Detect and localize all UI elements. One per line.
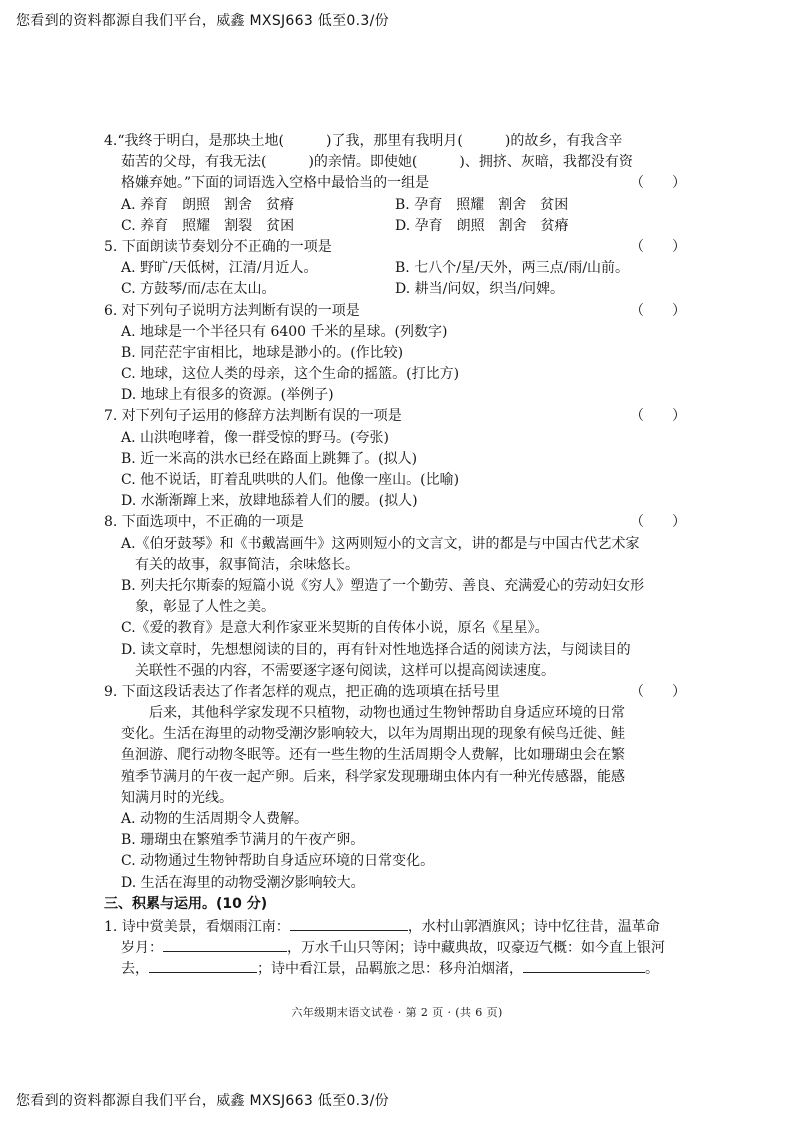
poem-fill-text: ；诗中看江景，品羁旅之思：移舟泊烟渚， [257,961,523,978]
option-a-line-2: 有关的故事，叙事简洁，余味悠长。 [135,556,359,573]
option-d: D. 生活在海里的动物受潮汐影响较大。 [121,874,365,891]
option-b: B. 同茫茫宇宙相比，地球是渺小的。(作比较) [121,344,404,361]
question-4-line-3 [104,173,690,194]
poem-fill-text: 去， [121,961,149,978]
option-a-line-1: A.《伯牙鼓琴》和《书戴嵩画牛》这两则短小的文言文，讲的都是与中国古代艺术家 [121,535,640,552]
section-3-title: 三、积累与运用。(10 分) [104,895,268,912]
poem-fill-text: 岁月： [121,940,163,957]
option-c: C. 养育 照耀 割裂 贫困 [121,217,295,234]
option-c: C.《爱的教育》是意大利作家亚米契斯的自传体小说，原名《星星》。 [121,620,549,637]
poem-fill-text: 。 [645,961,659,978]
option-d: D. 水渐渐蹿上来，放肆地舔着人们的腰。(拟人) [121,493,418,510]
section-3-question-1 [104,915,690,979]
option-c: C. 他不说话，盯着乱哄哄的人们。他像一座山。(比喻) [121,472,460,488]
passage-line-1: 后来，其他科学家发现不只植物，动物也通过生物钟帮助自身适应环境的日常 [149,705,625,722]
poem-fill-text: ，万水千山只等闲；诗中藏典故，叹豪迈气概：如今直上银河 [287,940,665,957]
option-d-line-2: 关联性不强的内容，不需要逐字逐句阅读，这样可以提高阅读速度。 [135,662,555,679]
option-b: B. 珊瑚虫在繁殖季节满月的午夜产卵。 [121,832,365,849]
poem-fill-line-3 [104,957,690,978]
question-7 [104,406,690,512]
question-6-stem [104,301,690,322]
question-4-line-2: 茹苦的父母，有我无法( )的亲情。即使她( )、拥挤、灰暗，我都没有资 [121,154,633,171]
question-7-stem [104,406,690,427]
option-a: A. 养育 朗照 割舍 贫瘠 [121,196,295,213]
watermark-banner-top: 您看到的资料都源自我们平台，威鑫 MXSJ663 低至0.3/份 [16,13,389,29]
passage-line-2: 变化。生活在海里的动物受潮汐影响较大，以年为周期出现的现象有候鸟迁徙、鲑 [121,726,625,743]
fill-blank-4[interactable] [523,957,645,973]
option-a: A. 山洪咆哮着，像一群受惊的野马。(夸张) [121,429,389,446]
page-footer: 六年级期末语文试卷 · 第 2 页 · (共 6 页) [291,1006,503,1019]
question-5-stem-text: 5. 下面朗读节奏划分不正确的一项是 [104,238,332,255]
question-8-stem-text: 8. 下面选项中，不正确的一项是 [104,514,304,531]
poem-fill-line-2 [104,936,690,957]
fill-blank-3[interactable] [149,957,257,973]
question-6-stem-text: 6. 对下列句子说明方法判断有误的一项是 [104,302,360,319]
option-d-line-1: D. 读文章时，先想想阅读的目的，再有针对性地选择合适的阅读方法，与阅读目的 [121,641,631,658]
option-c: C. 动物通过生物钟帮助自身适应环境的日常变化。 [121,853,435,870]
question-4-stem-end: 格嫌弃她。”下面的词语选入空格中最恰当的一组是 [121,175,430,192]
question-5-stem [104,237,690,258]
answer-parentheses: （ ） [630,238,686,255]
passage-line-3: 鱼洄游、爬行动物冬眠等。还有一些生物的生活周期令人费解，比如珊瑚虫会在繁 [121,747,625,764]
option-d: D. 地球上有很多的资源。(举例子) [121,387,334,404]
poem-fill-text: 1. 诗中赏美景，看烟雨江南： [104,918,290,935]
poem-fill-text: ，水村山郭酒旗风；诗中忆往昔，温革命 [407,918,660,935]
option-c: C. 方鼓琴/而/志在太山。 [121,281,276,298]
question-9 [104,682,690,894]
exam-page-content [104,131,690,979]
question-5-options-row-1 [104,258,690,279]
option-b: B. 孕育 照耀 割舍 贫困 [395,196,569,213]
question-7-stem-text: 7. 对下列句子运用的修辞方法判断有误的一项是 [104,408,402,425]
option-c: C. 地球，这位人类的母亲，这个生命的摇篮。(打比方) [121,366,460,383]
question-4-line-1: 4.“我终于明白，是那块土地( )了我，那里有我明月( )的故乡，有我含辛 [104,133,623,149]
question-4 [104,131,690,237]
passage-line-5: 知满月时的光线。 [121,789,233,806]
option-b: B. 近一米高的洪水已经在路面上跳舞了。(拟人) [121,450,418,467]
option-b-line-2: 象，彰显了人性之美。 [135,599,275,616]
question-6 [104,301,690,407]
question-8 [104,512,690,682]
option-b: B. 七八个/星/天外，两三点/雨/山前。 [395,260,630,277]
option-b-line-1: B. 列夫托尔斯泰的短篇小说《穷人》塑造了一个勤劳、善良、充满爱心的劳动妇女形 [121,577,645,594]
answer-parentheses: （ ） [630,175,686,192]
fill-blank-1[interactable] [290,915,408,931]
option-a: A. 地球是一个半径只有 6400 千米的星球。(列数字) [121,323,448,340]
fill-blank-2[interactable] [163,936,287,952]
option-a: A. 野旷/天低树，江清/月近人。 [121,260,318,277]
question-5 [104,237,690,301]
option-d: D. 耕当/问奴，织当/问婢。 [395,281,565,298]
question-5-options-row-2 [104,279,690,300]
question-4-options-row-1 [104,195,690,216]
poem-fill-line-1 [104,915,690,936]
option-a: A. 动物的生活周期令人费解。 [121,811,309,827]
question-9-stem [104,682,690,703]
watermark-banner-bottom: 您看到的资料都源自我们平台，威鑫 MXSJ663 低至0.3/份 [16,1093,389,1109]
passage-line-4: 殖季节满月的午夜一起产卵。后来，科学家发现珊瑚虫体内有一种光传感器，能感 [121,768,625,785]
question-9-stem-text: 9. 下面这段话表达了作者怎样的观点，把正确的选项填在括号里 [104,683,500,700]
question-4-options-row-2 [104,216,690,237]
answer-parentheses: （ ） [630,302,686,319]
answer-parentheses: （ ） [630,514,686,531]
answer-parentheses: （ ） [630,408,686,425]
question-8-stem [104,512,690,533]
answer-parentheses: （ ） [630,683,686,700]
option-d: D. 孕育 朗照 割舍 贫瘠 [395,217,569,234]
